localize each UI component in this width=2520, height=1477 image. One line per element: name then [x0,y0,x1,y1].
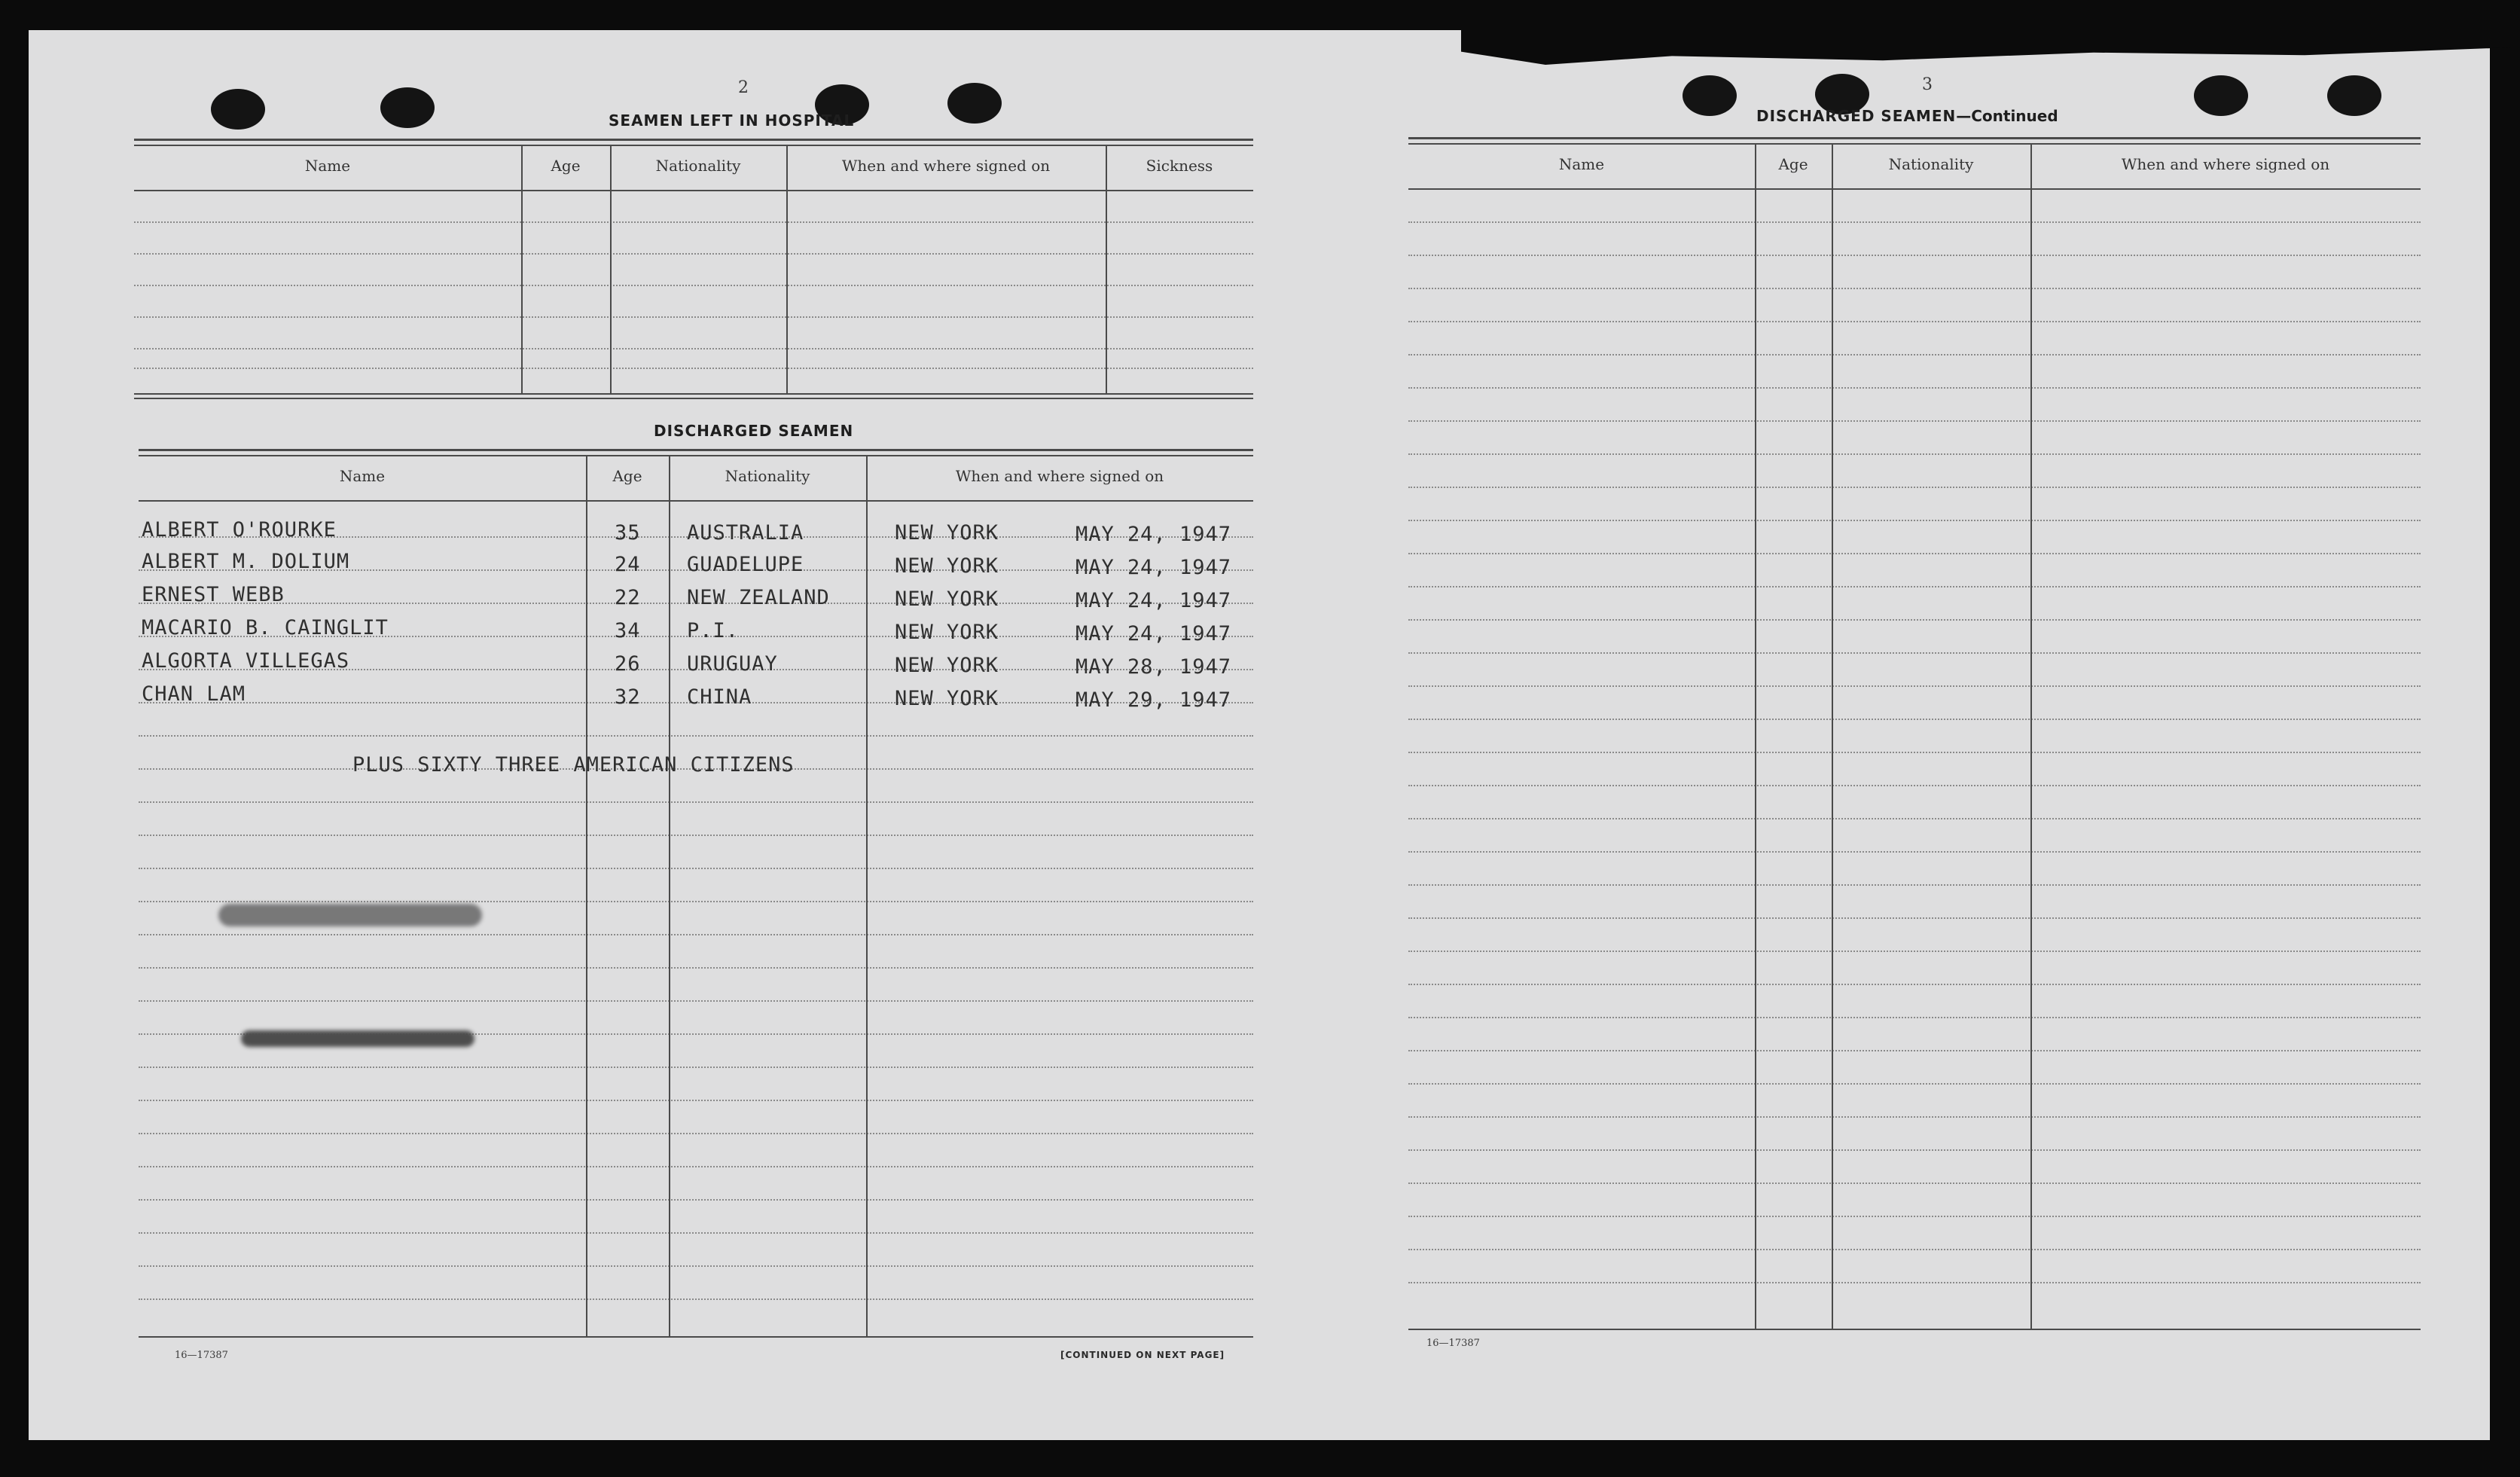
signed-on-place: NEW YORK [895,621,999,644]
punch-hole [947,83,1002,124]
discharged-continued-title [1756,107,2058,125]
seaman-age: 34 [615,619,641,642]
col-signed-on: When and where signed on [955,467,1164,485]
signed-on-date: MAY 24, 1947 [1075,622,1232,645]
punch-hole [211,89,265,130]
form-number: 16—17387 [175,1350,228,1361]
punch-hole [2194,75,2248,116]
signed-on-place: NEW YORK [895,687,999,710]
punch-hole [1683,75,1737,116]
seaman-name: ALBERT O'ROURKE [142,518,337,542]
seaman-nationality: URUGUAY [687,652,778,676]
seaman-age: 26 [615,652,641,676]
seaman-name: CHAN LAM [142,682,246,706]
seaman-nationality: GUADELUPE [687,553,804,576]
signed-on-date: MAY 28, 1947 [1075,655,1232,679]
col-name: Name [1558,155,1605,173]
page-number: 2 [738,78,749,97]
col-signed-on: When and where signed on [841,157,1051,175]
seaman-age: 32 [615,685,641,709]
seaman-age: 22 [615,586,641,609]
title-text: DISCHARGED SEAMEN [1756,107,1957,125]
signed-on-date: MAY 24, 1947 [1075,589,1232,612]
discharged-table [139,449,1253,1342]
seaman-nationality: CHINA [687,685,752,709]
continued-note: [CONTINUED ON NEXT PAGE] [1060,1350,1225,1360]
seaman-name: ALGORTA VILLEGAS [142,649,350,673]
ink-smudge [218,904,482,926]
punch-hole [380,87,435,128]
title-suffix: —Continued [1956,107,2058,125]
punch-hole [2327,75,2381,116]
signed-on-date: MAY 24, 1947 [1075,556,1232,579]
col-age: Age [1778,155,1808,173]
seaman-name: ERNEST WEBB [142,583,285,606]
ink-smudge [241,1030,474,1047]
col-signed-on: When and where signed on [2121,155,2330,173]
col-name: Name [339,467,386,485]
discharged-continued-table [1408,137,2421,1330]
seaman-name: ALBERT M. DOLIUM [142,550,350,573]
american-citizens-note: PLUS SIXTY THREE AMERICAN CITIZENS [352,753,795,777]
col-age: Age [612,467,642,485]
seaman-age: 35 [615,521,641,545]
col-name: Name [304,157,351,175]
col-sickness: Sickness [1146,157,1213,175]
seaman-age: 24 [615,553,641,576]
col-nationality: Nationality [1888,155,1974,173]
hospital-section-title: SEAMEN LEFT IN HOSPITAL [609,111,855,130]
seaman-nationality: NEW ZEALAND [687,586,830,609]
form-number: 16—17387 [1426,1338,1480,1349]
signed-on-date: MAY 29, 1947 [1075,688,1232,712]
seaman-nationality: AUSTRALIA [687,521,804,545]
discharged-section-title: DISCHARGED SEAMEN [654,422,854,440]
col-age: Age [551,157,581,175]
signed-on-date: MAY 24, 1947 [1075,523,1232,546]
page-number: 3 [1922,75,1933,94]
signed-on-place: NEW YORK [895,554,999,578]
hospital-table [134,139,1253,399]
signed-on-place: NEW YORK [895,654,999,677]
signed-on-place: NEW YORK [895,587,999,611]
col-nationality: Nationality [725,467,810,485]
signed-on-place: NEW YORK [895,521,999,545]
col-nationality: Nationality [655,157,741,175]
seaman-name: MACARIO B. CAINGLIT [142,616,389,639]
seaman-nationality: P.I. [687,619,740,642]
